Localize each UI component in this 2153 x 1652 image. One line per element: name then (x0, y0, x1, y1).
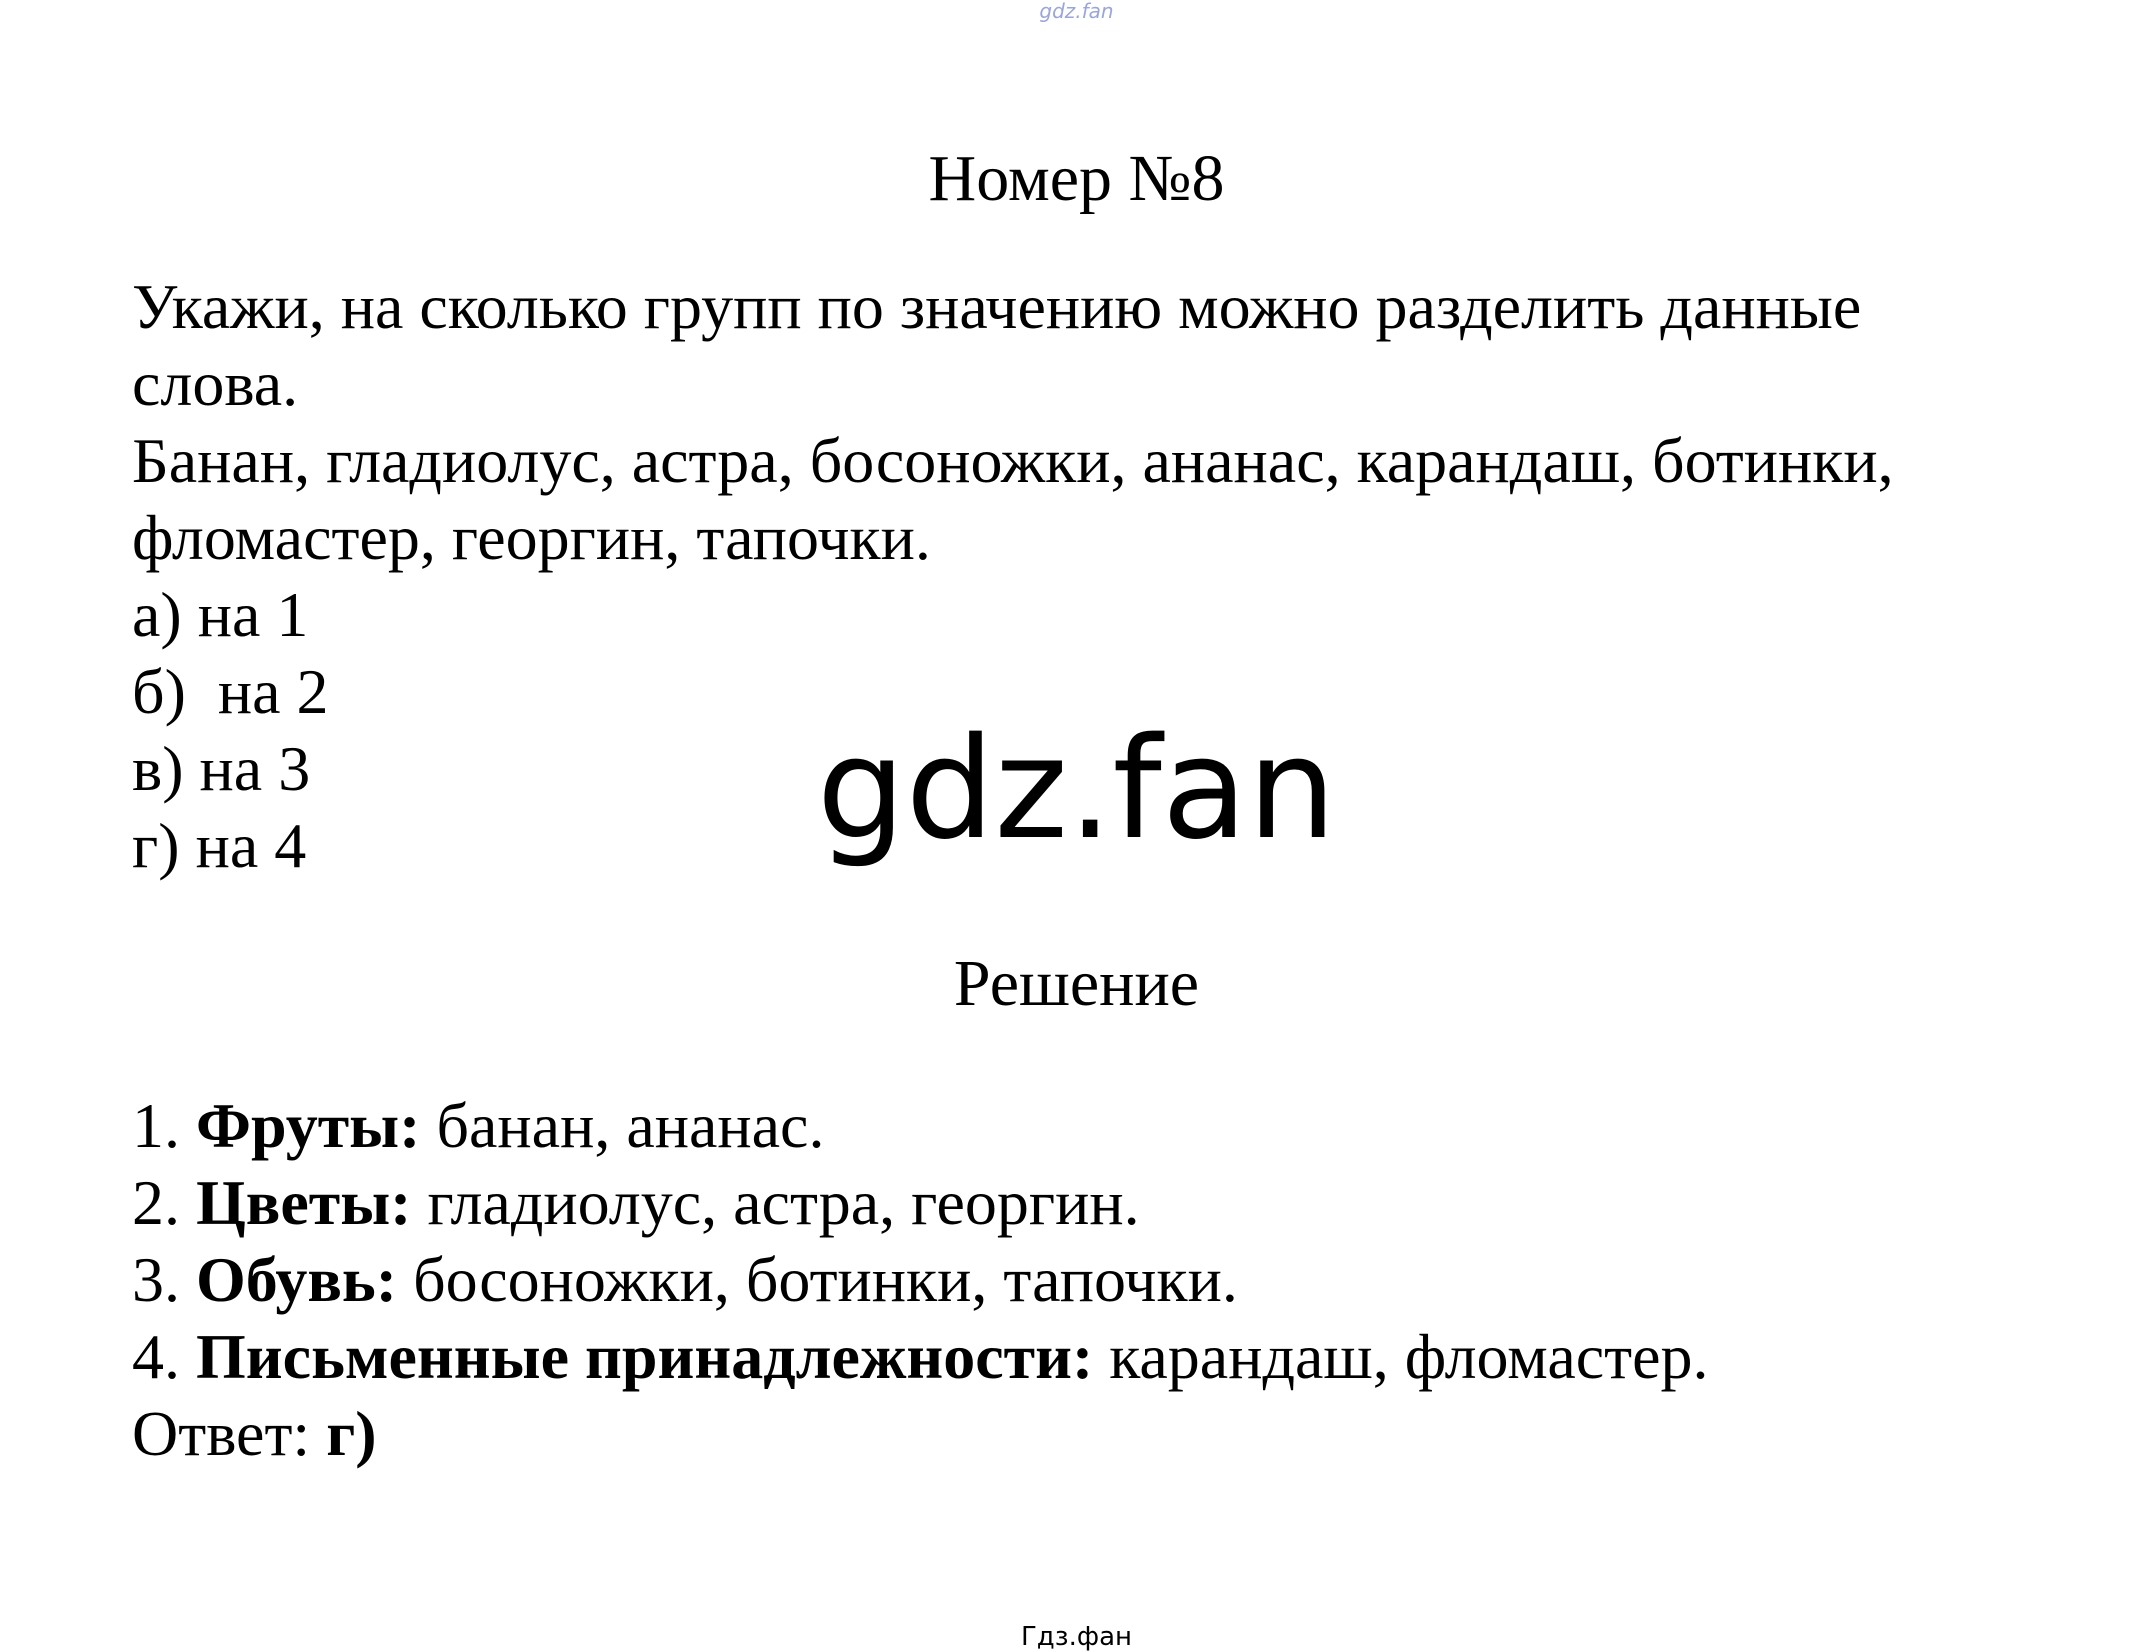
answer-line (132, 1395, 2092, 1472)
question-line: слова. (132, 348, 299, 419)
option-c: в) на 3 (132, 733, 311, 804)
solution-block (132, 1087, 2092, 1472)
solution-item (132, 1087, 2092, 1164)
option-a: а) на 1 (132, 579, 309, 650)
solution-item-number: 1. (132, 1090, 196, 1161)
solution-item-text: карандаш, фломастер. (1093, 1321, 1709, 1392)
option-b: б) на 2 (132, 656, 329, 727)
solution-item-text: банан, ананас. (420, 1090, 825, 1161)
option-d: г) на 4 (132, 810, 307, 881)
solution-item-text: босоножки, ботинки, тапочки. (397, 1244, 1238, 1315)
solution-item-label: Обувь: (196, 1244, 398, 1315)
question-line: Укажи, на сколько групп по значению можно разделить данные (132, 271, 1862, 342)
solution-item (132, 1164, 2092, 1241)
solution-item-number: 4. (132, 1321, 196, 1392)
page-title: Номер №8 (928, 142, 1225, 215)
top-watermark: gdz.fan (1039, 0, 1114, 23)
solution-item-label: Цветы: (196, 1167, 412, 1238)
answer-value: г) (326, 1398, 377, 1469)
bottom-watermark: Гдз.фан (1020, 1622, 1133, 1652)
solution-item-label: Фруты: (196, 1090, 421, 1161)
solution-item (132, 1318, 2092, 1395)
solution-item (132, 1241, 2092, 1318)
answer-label: Ответ: (132, 1398, 327, 1469)
solution-item-label: Письменные принадлежности: (196, 1321, 1094, 1392)
solution-title: Решение (953, 947, 1200, 1020)
question-line: фломастер, георгин, тапочки. (132, 502, 931, 573)
solution-item-text: гладиолус, астра, георгин. (411, 1167, 1140, 1238)
solution-item-number: 2. (132, 1167, 196, 1238)
center-watermark: gdz.fan (816, 708, 1337, 871)
solution-item-number: 3. (132, 1244, 196, 1315)
question-line: Банан, гладиолус, астра, босоножки, ананас, карандаш, ботинки, (132, 425, 1894, 496)
